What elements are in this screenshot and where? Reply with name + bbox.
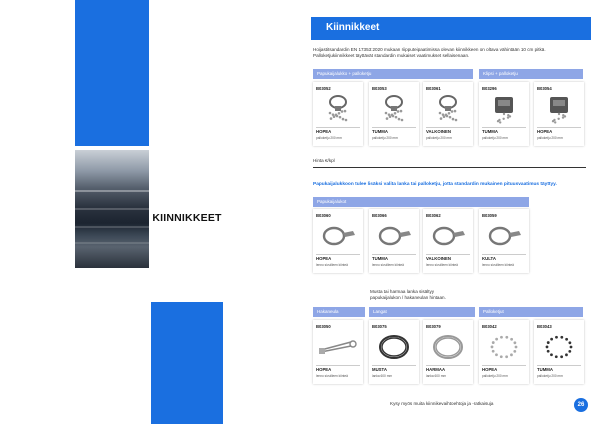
carabiner-icon <box>317 221 359 251</box>
card-divider <box>537 127 581 128</box>
product-desc: lanka 600 mm <box>372 374 393 378</box>
card-divider <box>316 365 360 366</box>
product-code: B03050 <box>316 324 331 329</box>
card-divider <box>482 254 526 255</box>
cord-icon <box>427 332 469 362</box>
section-bar-cords: Langat <box>369 307 475 317</box>
product-color: KULTA <box>482 256 496 261</box>
product-card-B03042 <box>479 320 529 384</box>
intro-text: Hoijastitsandardin EN 17353:2020 mukaan riipputeipaatimissa olevan kiinnikkeen on oltava vähintään 10 cm pitkä. Palloketjukiinnikkeet täyttävät standardin mukaiset vaatimukset sellaisenaan. <box>313 47 546 58</box>
product-desc: palloketju 200 mm <box>537 136 563 140</box>
footer-text: Kysy myös muita kiinnikevaihtoehtoja ja -ratkaisuja <box>390 401 494 406</box>
product-card-B03296 <box>479 82 529 146</box>
wet-street-photo <box>75 150 149 268</box>
product-card-B03061 <box>423 82 473 146</box>
product-color: MUSTA <box>372 367 387 372</box>
chain-icon <box>427 94 469 124</box>
clip-icon <box>538 94 580 124</box>
product-desc: palloketju 200 mm <box>482 374 508 378</box>
product-code: B03066 <box>372 213 387 218</box>
product-color: HOPEA <box>537 129 553 134</box>
product-color: HOPEA <box>316 129 332 134</box>
product-desc: lenno sivuilleen kiinteä <box>316 263 348 267</box>
product-card-B03059 <box>479 209 529 273</box>
safety-pin-icon <box>317 332 359 362</box>
product-desc: palloketju 200 mm <box>426 136 452 140</box>
product-desc: lenno sivuilleen kiinteä <box>426 263 458 267</box>
carabiner-icon <box>427 221 469 251</box>
card-divider <box>372 254 416 255</box>
product-desc: palloketju 200 mm <box>372 136 398 140</box>
product-code: B03059 <box>482 213 497 218</box>
product-code: B03043 <box>537 324 552 329</box>
product-desc: lenno sivuilleen kiinteä <box>316 374 348 378</box>
product-card-B03053 <box>369 82 419 146</box>
product-desc: lenno sivuilleen kiinteä <box>372 263 404 267</box>
page-number: 26 <box>574 398 588 412</box>
product-color: HARMAA <box>426 367 446 372</box>
product-card-B03075 <box>369 320 419 384</box>
section-bar-safety-pin: Hakaneula <box>313 307 365 317</box>
product-card-B03050 <box>313 320 363 384</box>
product-desc: lanka 600 mm <box>426 374 447 378</box>
product-card-B03054 <box>534 82 584 146</box>
product-color: TUMMA <box>372 256 388 261</box>
section-bar-parrot-locks: Papukaijalukot <box>313 197 529 207</box>
card-divider <box>426 127 470 128</box>
product-desc: palloketju 200 mm <box>316 136 342 140</box>
card-divider <box>372 127 416 128</box>
product-card-B03066 <box>369 209 419 273</box>
product-card-B03060 <box>313 209 363 273</box>
card-divider <box>426 365 470 366</box>
page-header <box>311 17 591 40</box>
carabiner-icon <box>373 221 415 251</box>
carabiner-icon <box>483 221 525 251</box>
divider <box>313 167 586 168</box>
product-code: B03054 <box>537 86 552 91</box>
product-card-B03062 <box>423 209 473 273</box>
card-divider <box>482 127 526 128</box>
ball-chain-icon <box>483 332 525 362</box>
product-code: B03052 <box>316 86 331 91</box>
product-code: B03061 <box>426 86 441 91</box>
product-code: B03042 <box>482 324 497 329</box>
section-bar-clip-chain: Klipsi + palloketju <box>479 69 583 79</box>
section-title <box>150 196 224 240</box>
product-desc: palloketju 200 mm <box>482 136 508 140</box>
cord-included-note: Musta tai harmaa lanka sisältyy papukaijalukon / hakaneulan hintaan. <box>370 289 446 300</box>
product-code: B03062 <box>426 213 441 218</box>
clip-icon <box>483 94 525 124</box>
card-divider <box>482 365 526 366</box>
cord-icon <box>373 332 415 362</box>
chain-icon <box>373 94 415 124</box>
product-desc: lenno sivuilleen kiinteä <box>482 263 514 267</box>
product-code: B03060 <box>316 213 331 218</box>
product-color: VALKOINEN <box>426 129 451 134</box>
ball-chain-icon <box>538 332 580 362</box>
section-bar-parrot-chain: Papukaijalukko + palloketju <box>313 69 473 79</box>
product-color: TUMMA <box>482 129 498 134</box>
card-divider <box>426 254 470 255</box>
card-divider <box>372 365 416 366</box>
product-code: B03296 <box>482 86 497 91</box>
product-color: HOPEA <box>316 256 332 261</box>
product-color: HOPEA <box>316 367 332 372</box>
section-bar-ball-chains: Palloketjut <box>479 307 583 317</box>
left-title: KIINNIKKEET <box>152 212 222 224</box>
product-color: TUMMA <box>537 367 553 372</box>
product-color: TUMMA <box>372 129 388 134</box>
card-divider <box>316 127 360 128</box>
product-desc: palloketju 200 mm <box>537 374 563 378</box>
chain-icon <box>317 94 359 124</box>
blue-bar-top <box>75 0 149 146</box>
product-color: VALKOINEN <box>426 256 451 261</box>
card-divider <box>316 254 360 255</box>
blue-bar-bottom <box>151 302 223 424</box>
product-code: B03079 <box>426 324 441 329</box>
product-color: HOPEA <box>482 367 498 372</box>
product-code: B03053 <box>372 86 387 91</box>
product-card-B03043 <box>534 320 584 384</box>
product-card-B03079 <box>423 320 473 384</box>
parrot-lock-note: Papukaijalukkoon tulee lisäksi valita lanka tai palloketju, jotta standardin mukainen pituusvaatimus täyttyy. <box>313 182 557 187</box>
card-divider <box>537 365 581 366</box>
price-note: Hinta €/kpl <box>313 158 335 163</box>
product-card-B03052 <box>313 82 363 146</box>
page-title: Kiinnikkeet <box>326 22 380 33</box>
product-code: B03075 <box>372 324 387 329</box>
